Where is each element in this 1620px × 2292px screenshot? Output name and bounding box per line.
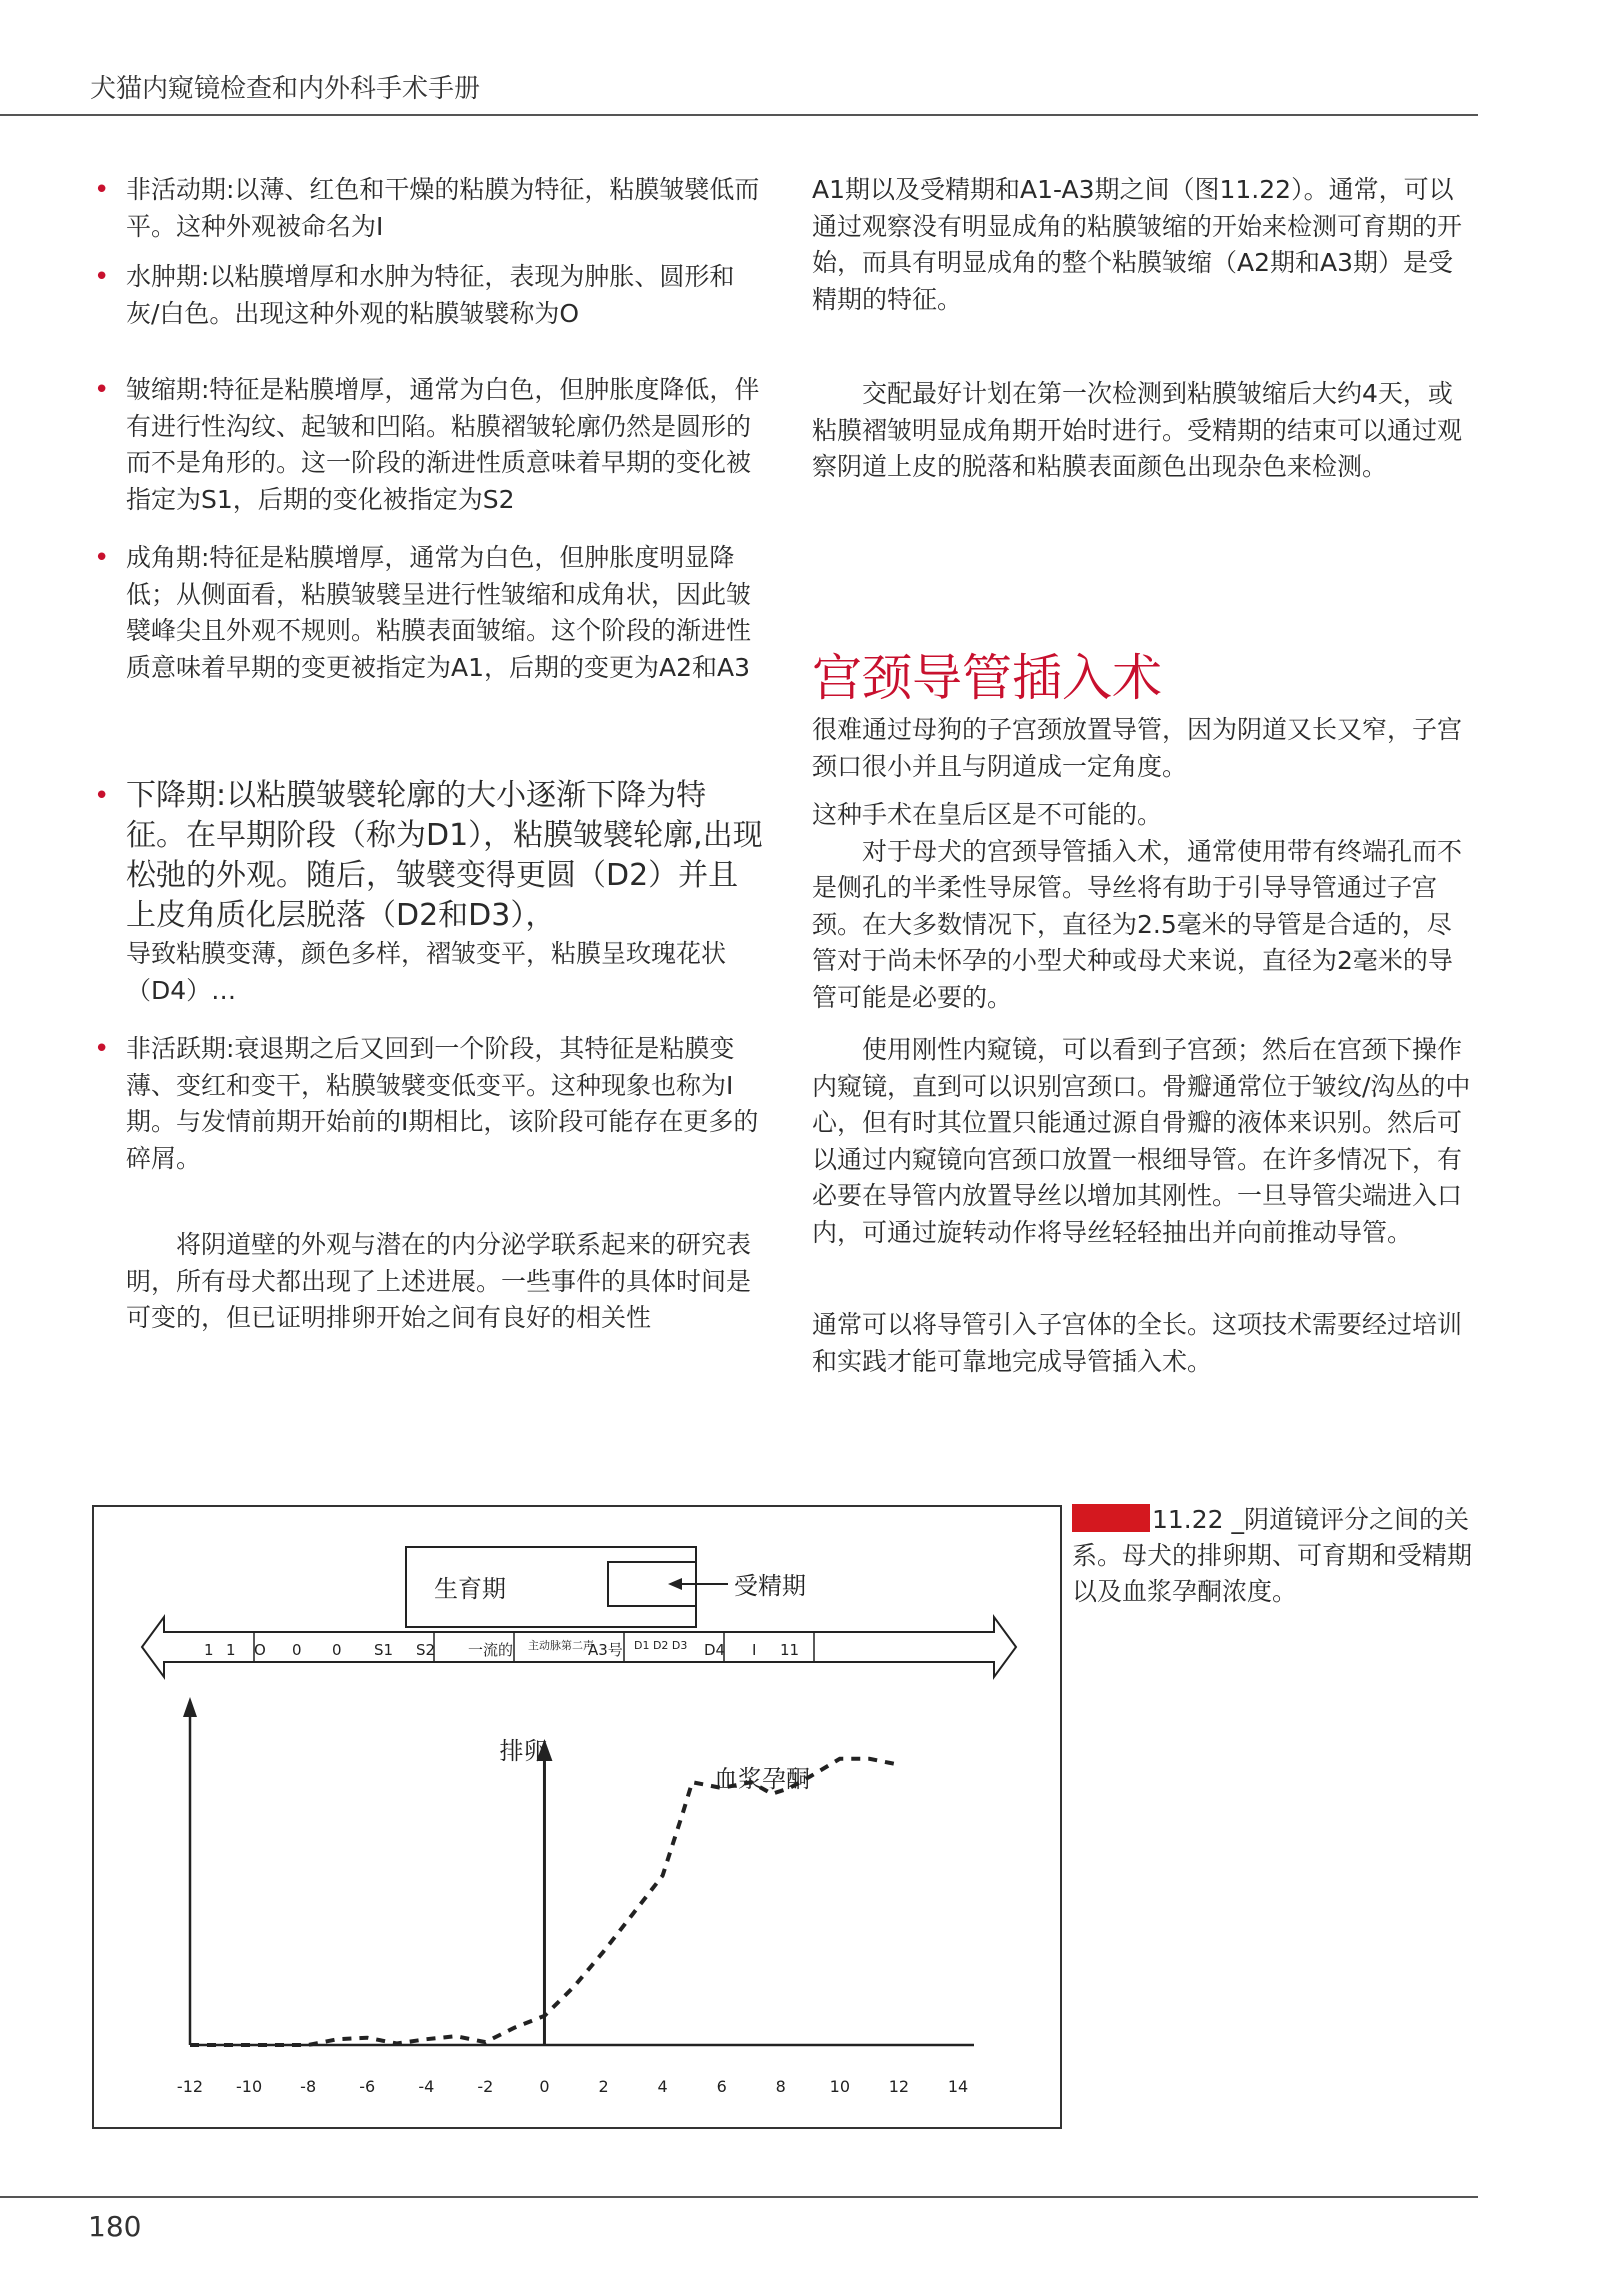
right-paragraph-6: 使用刚性内窥镜，可以看到子宫颈；然后在宫颈下操作内窥镜，直到可以识别宫颈口。骨瓣通常位于皱纹/沟丛的中心，但有时其位置只能通过源自骨瓣的液体来识别。然后可以通过内窥镜向宫颈口放置一根细导管。在许多情况下，有必要在导管内放置导丝以增加其刚性。一旦导管尖端进入口内，可通过旋转动作将导丝轻轻抽出并向前推动导管。 [812, 1035, 1471, 1247]
figure-frame [92, 1505, 1062, 2129]
section-title: 宫颈导管插入术 [812, 649, 1162, 707]
figure-caption [1072, 1502, 1482, 1610]
bullet-decline-head: 下降期:以粘膜皱襞轮廓的大小逐渐下降为特征。在早期阶段（称为D1），粘膜皱襞轮廓,出现松弛的外观。随后，皱襞变得更圆（D2）并且上皮角质化层脱落（D2和D3）， [126, 778, 763, 933]
stage-label: 1 [226, 1641, 236, 1659]
x-tick-label: 6 [716, 2077, 727, 2096]
right-paragraph-4: 这种手术在皇后区是不可能的。 [812, 800, 1163, 829]
fertilization-box-label: 受精期 [734, 1572, 806, 1600]
stage-label: D1 D2 D3 [634, 1639, 688, 1652]
caption-mark [1072, 1504, 1150, 1532]
right-paragraph-7: 通常可以将导管引入子宫体的全长。这项技术需要经过培训和实践才能可靠地完成导管插入术。 [812, 1310, 1463, 1376]
x-tick-label: -4 [418, 2077, 435, 2096]
bullet-shrinkage: • 皱缩期:特征是粘膜增厚，通常为白色，但肿胀度降低，伴有进行性沟纹、起皱和凹陷。粘膜褶皱轮廓仍然是圆形的而不是角形的。这一阶段的渐进性质意味着早期的变化被指定为S1，后期的变化被指定为S2 [126, 372, 766, 518]
x-tick-labels [177, 2077, 968, 2096]
stage-label: I [752, 1641, 757, 1659]
stage-label: S1 [374, 1641, 394, 1659]
fertilization-arrowhead [668, 1578, 682, 1590]
ovulation-label: 排卵 [499, 1737, 548, 1765]
x-tick-label: 0 [539, 2077, 550, 2096]
footer-rule [0, 2196, 1478, 2198]
left-column [126, 172, 766, 1337]
x-tick-label: 14 [947, 2077, 969, 2096]
stage-labels [204, 1638, 799, 1659]
fertile-box-label: 生育期 [434, 1575, 506, 1603]
caption-text: 11.22 _阴道镜评分之间的关系。母犬的排卵期、可育期和受精期以及血浆孕酮浓度。 [1072, 1505, 1473, 1606]
x-tick-label: -12 [176, 2077, 204, 2096]
x-tick-label: 2 [598, 2077, 609, 2096]
bullet-decline-tail: 导致粘膜变薄，颜色多样，褶皱变平，粘膜呈玫瑰花状（D4）… [126, 939, 727, 1005]
progesterone-chart [94, 1507, 1060, 2127]
x-tick-label: -6 [359, 2077, 376, 2096]
x-tick-label: 12 [888, 2077, 910, 2096]
stage-label: 0 [332, 1641, 342, 1659]
header-rule [0, 114, 1478, 116]
x-tick-label: 10 [829, 2077, 851, 2096]
stage-label: 0 [292, 1641, 302, 1659]
stage-label: A3号 [588, 1641, 623, 1659]
x-tick-label: -2 [477, 2077, 494, 2096]
x-tick-label: 8 [775, 2077, 786, 2096]
bullet-angular: • 成角期:特征是粘膜增厚，通常为白色，但肿胀度明显降低；从侧面看，粘膜皱襞呈进行性皱缩和成角状，因此皱襞峰尖且外观不规则。粘膜表面皱缩。这个阶段的渐进性质意味着早期的变更被指定为A1，后期的变更为A2和A3 [126, 540, 766, 686]
bullet-inactive: • 非活动期:以薄、红色和干燥的粘膜为特征，粘膜皱襞低而平。这种外观被命名为I [126, 172, 766, 245]
stage-label: D4 [704, 1641, 726, 1659]
right-paragraph-1: A1期以及受精期和A1-A3期之间（图11.22）。通常，可以通过观察没有明显成角的粘膜皱缩的开始来检测可育期的开始，而具有明显成角的整个粘膜皱缩（A2期和A3期）是受精期的特征。 [812, 175, 1463, 314]
right-paragraph-5: 对于母犬的宫颈导管插入术，通常使用带有终端孔而不是侧孔的半柔性导尿管。导丝将有助于引导导管通过子宫颈。在大多数情况下，直径为2.5毫米的导管是合适的，尽管对于尚未怀孕的小型犬种或母犬来说，直径为2毫米的导管可能是必要的。 [812, 836, 1463, 1012]
right-column-top [812, 172, 1472, 486]
stage-label: S2 [416, 1641, 436, 1659]
header-title: 犬猫内窥镜检查和内外科手术手册 [90, 74, 481, 104]
stage-label: 11 [780, 1641, 800, 1659]
bullet-inactive-return: • 非活跃期:衰退期之后又回到一个阶段，其特征是粘膜变薄、变红和变干，粘膜皱襞变低变平。这种现象也称为I期。与发情前期开始前的I期相比，该阶段可能存在更多的碎屑。 [126, 1031, 766, 1177]
stage-label: 1 [204, 1641, 214, 1659]
right-paragraph-3: 很难通过母狗的子宫颈放置导管，因为阴道又长又窄，子宫颈口很小并且与阴道成一定角度。 [812, 715, 1463, 781]
stage-label: 主动脉第二声 [528, 1639, 594, 1652]
x-tick-label: -8 [300, 2077, 317, 2096]
bullet-decline [126, 776, 766, 1009]
bullet-edema: • 水肿期:以粘膜增厚和水肿为特征，表现为肿胀、圆形和灰/白色。出现这种外观的粘膜皱襞称为O [126, 259, 766, 332]
stage-label: O [254, 1641, 266, 1659]
right-paragraph-2: 交配最好计划在第一次检测到粘膜皱缩后大约4天，或粘膜褶皱明显成角期开始时进行。受精期的结束可以通过观察阴道上皮的脱落和粘膜表面颜色出现杂色来检测。 [812, 379, 1463, 481]
right-column-bottom [812, 712, 1472, 1380]
x-tick-label: -10 [236, 2077, 263, 2096]
series-label: 血浆孕酮 [714, 1765, 810, 1793]
left-paragraph: 将阴道壁的外观与潜在的内分泌学联系起来的研究表明，所有母犬都出现了上述进展。一些事件的具体时间是可变的，但已证明排卵开始之间有良好的相关性 [126, 1230, 752, 1332]
page-number: 180 [88, 2210, 142, 2243]
y-axis-arrowhead [183, 1697, 197, 1717]
x-tick-label: 4 [657, 2077, 668, 2096]
stage-label: 一流的 [468, 1641, 514, 1659]
